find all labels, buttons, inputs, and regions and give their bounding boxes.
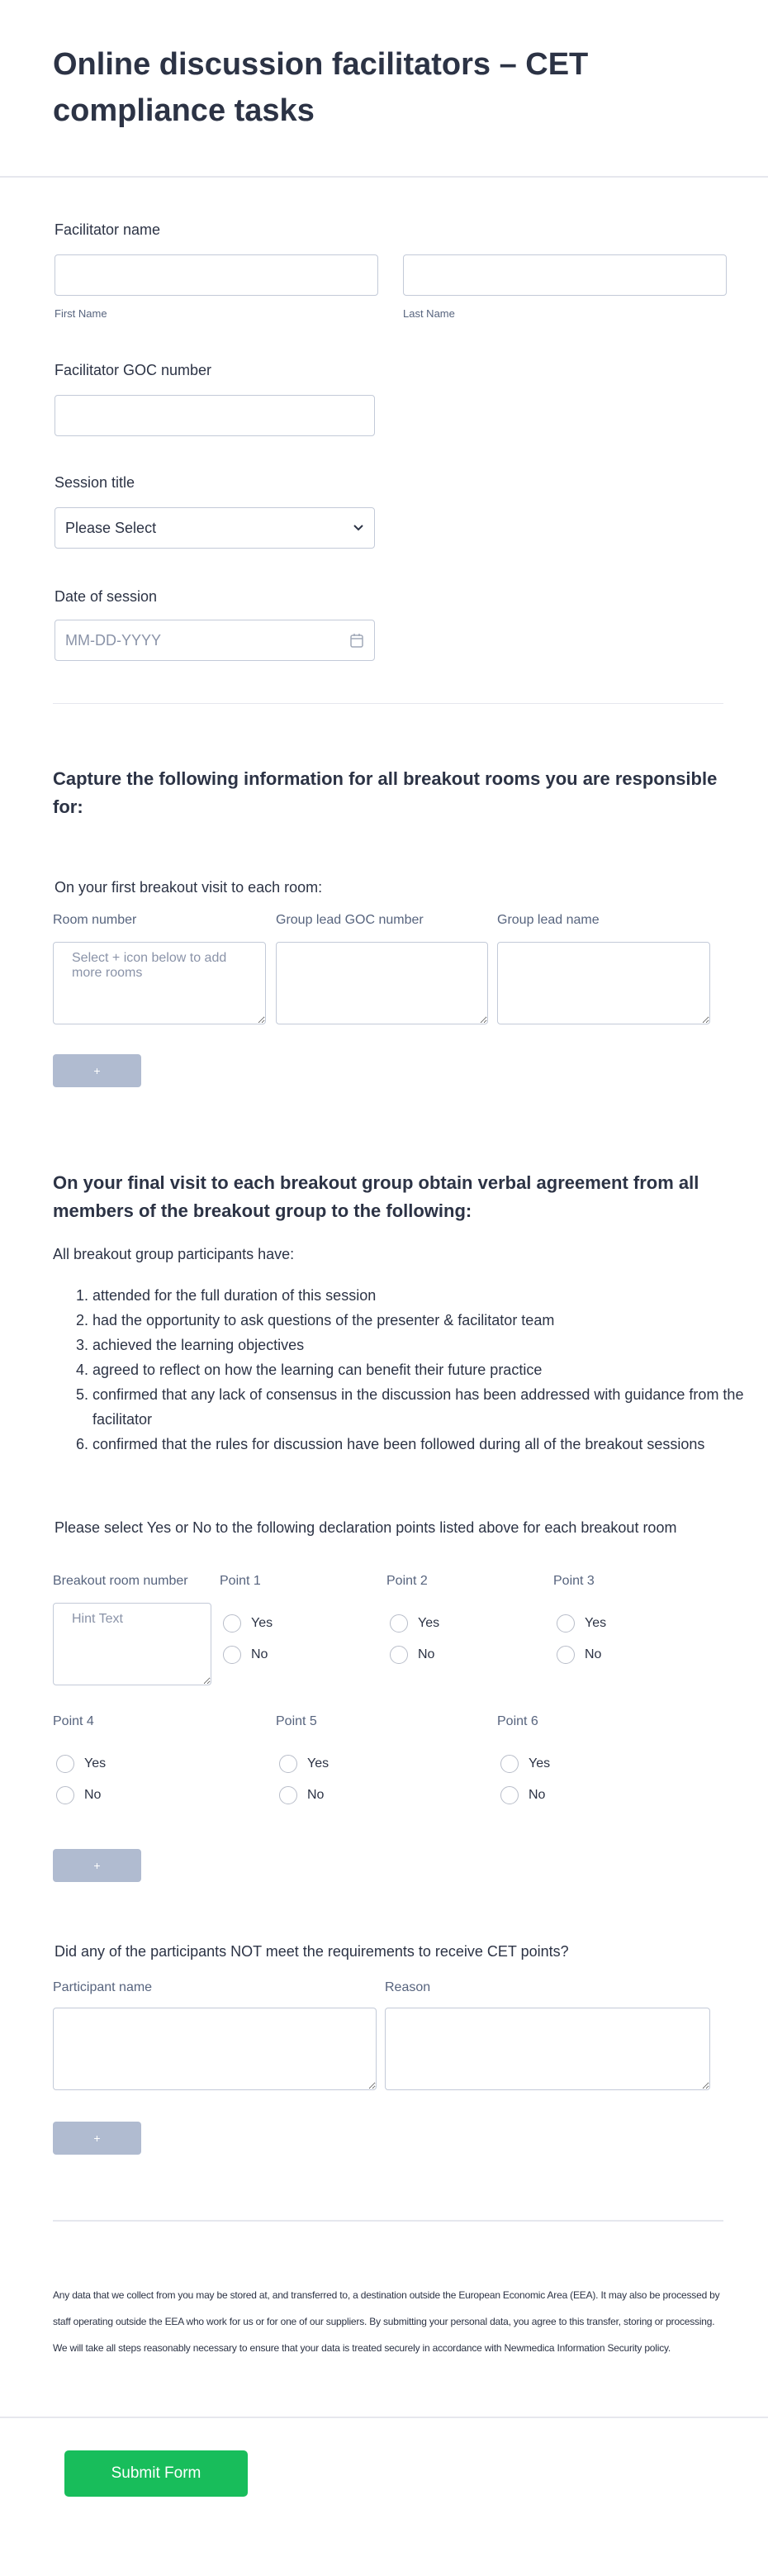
- radio-label: No: [307, 1788, 325, 1802]
- point-6-no-radio[interactable]: [500, 1786, 545, 1804]
- points-list-item: 1. attended for the full duration of this session: [92, 1283, 753, 1308]
- session-title-select[interactable]: [55, 507, 375, 549]
- chevron-down-icon: [353, 524, 364, 532]
- group-lead-goc-textarea[interactable]: [276, 942, 488, 1024]
- radio-circle-icon[interactable]: [390, 1614, 408, 1633]
- radio-circle-icon[interactable]: [557, 1614, 575, 1633]
- radio-label: No: [251, 1647, 268, 1661]
- point-1-group: [220, 1573, 273, 1661]
- column-breakout-room: Breakout room number: [53, 1574, 188, 1588]
- point-label: Point 2: [386, 1574, 428, 1588]
- point-6-yes-radio[interactable]: [500, 1755, 550, 1773]
- point-2-group: [386, 1573, 440, 1661]
- first-visit-label: On your first breakout visit to each room:: [55, 879, 323, 896]
- radio-circle-icon[interactable]: [279, 1786, 297, 1804]
- breakout-room-textarea[interactable]: [53, 1603, 211, 1685]
- point-label: Point 3: [553, 1574, 595, 1588]
- point-5-group: [276, 1713, 329, 1802]
- point-3-no-radio[interactable]: [557, 1646, 601, 1664]
- point-3-group: [553, 1573, 607, 1661]
- page-title: Online discussion facilitators – CET compliance tasks: [53, 47, 589, 128]
- radio-circle-icon[interactable]: [557, 1646, 575, 1664]
- capture-heading: Capture the following information for all breakout rooms you are responsible for:: [53, 768, 718, 817]
- session-title-label: Session title: [55, 474, 135, 491]
- facilitator-name-label: Facilitator name: [55, 221, 161, 238]
- radio-label: No: [418, 1647, 435, 1661]
- radio-label: Yes: [307, 1756, 329, 1770]
- add-participant-button[interactable]: +: [53, 2122, 141, 2155]
- points-list-item: 4. agreed to reflect on how the learning can benefit their future practice: [92, 1357, 753, 1382]
- point-label: Point 1: [220, 1574, 261, 1588]
- footer-divider: [0, 2417, 768, 2418]
- data-disclaimer: Any data that we collect from you may be stored at, and transferred to, a destination outside the European Economic Area (EEA). It may also be processed by staff operating outside the EEA who work for us or for one of our suppliers. By submitting your personal data, you agree to this transfer, storing or processing. We will take all steps reasonably necessary to ensure that your data is treated securely in accordance with Newmedica Information Security policy.: [53, 2289, 720, 2354]
- radio-circle-icon[interactable]: [279, 1755, 297, 1773]
- radio-circle-icon[interactable]: [223, 1646, 241, 1664]
- point-1-yes-radio[interactable]: [223, 1614, 273, 1633]
- room-number-textarea[interactable]: [53, 942, 266, 1024]
- add-declaration-button[interactable]: +: [53, 1849, 141, 1882]
- date-input[interactable]: [55, 620, 375, 661]
- radio-label: Yes: [585, 1616, 607, 1630]
- group-lead-name-textarea[interactable]: [497, 942, 710, 1024]
- declaration-label: Please select Yes or No to the following declaration points listed above for each breakout room: [55, 1519, 677, 1536]
- point-2-yes-radio[interactable]: [390, 1614, 439, 1633]
- session-title-value: Please Select: [65, 519, 157, 536]
- submit-button[interactable]: Submit Form: [64, 2450, 248, 2497]
- point-label: Point 5: [276, 1714, 317, 1728]
- points-list-item: 2. had the opportunity to ask questions of the presenter & facilitator team: [92, 1308, 753, 1333]
- participants-intro: All breakout group participants have:: [53, 1246, 295, 1262]
- column-reason: Reason: [385, 1980, 431, 1994]
- date-field: [55, 620, 375, 661]
- point-3-yes-radio[interactable]: [557, 1614, 606, 1633]
- last-name-sublabel: Last Name: [403, 307, 455, 320]
- points-list-item: 3. achieved the learning objectives: [92, 1333, 753, 1357]
- first-name-input[interactable]: [55, 254, 378, 296]
- points-list-item: 6. confirmed that the rules for discussion have been followed during all of the breakout sessions: [92, 1432, 753, 1457]
- section-divider: [53, 2220, 723, 2222]
- radio-label: No: [585, 1647, 602, 1661]
- point-4-group: [53, 1713, 107, 1802]
- radio-circle-icon[interactable]: [500, 1755, 519, 1773]
- column-group-lead-name: Group lead name: [497, 913, 600, 927]
- point-label: Point 6: [497, 1714, 538, 1728]
- calendar-icon[interactable]: [350, 633, 363, 648]
- first-name-sublabel: First Name: [55, 307, 107, 320]
- point-5-yes-radio[interactable]: [279, 1755, 329, 1773]
- point-6-group: [497, 1713, 551, 1802]
- header-divider: [0, 176, 768, 178]
- point-1-no-radio[interactable]: [223, 1646, 268, 1664]
- radio-label: No: [84, 1788, 102, 1802]
- radio-circle-icon[interactable]: [223, 1614, 241, 1633]
- not-met-label: Did any of the participants NOT meet the requirements to receive CET points?: [55, 1943, 569, 1960]
- column-participant-name: Participant name: [53, 1980, 153, 1994]
- point-label: Point 4: [53, 1714, 94, 1728]
- goc-input[interactable]: [55, 395, 375, 436]
- point-2-no-radio[interactable]: [390, 1646, 434, 1664]
- final-visit-heading: On your final visit to each breakout group obtain verbal agreement from all members of the breakout group to the following:: [53, 1172, 699, 1221]
- participant-name-textarea[interactable]: [53, 2008, 377, 2090]
- last-name-input[interactable]: [403, 254, 727, 296]
- radio-label: Yes: [251, 1616, 273, 1630]
- radio-circle-icon[interactable]: [500, 1786, 519, 1804]
- radio-circle-icon[interactable]: [56, 1755, 74, 1773]
- radio-label: Yes: [418, 1616, 440, 1630]
- point-4-no-radio[interactable]: [56, 1786, 101, 1804]
- section-divider: [53, 703, 723, 704]
- point-4-yes-radio[interactable]: [56, 1755, 106, 1773]
- date-label: Date of session: [55, 588, 158, 605]
- goc-label: Facilitator GOC number: [55, 362, 212, 378]
- radio-circle-icon[interactable]: [390, 1646, 408, 1664]
- add-room-button[interactable]: +: [53, 1054, 141, 1087]
- radio-circle-icon[interactable]: [56, 1786, 74, 1804]
- point-5-no-radio[interactable]: [279, 1786, 324, 1804]
- reason-textarea[interactable]: [385, 2008, 710, 2090]
- points-list-item: 5. confirmed that any lack of consensus in the discussion has been addressed with guidance from the facilitator: [92, 1382, 753, 1432]
- column-group-lead-goc: Group lead GOC number: [276, 913, 424, 927]
- radio-label: Yes: [529, 1756, 551, 1770]
- radio-label: Yes: [84, 1756, 107, 1770]
- column-room-number: Room number: [53, 913, 137, 927]
- points-list: [53, 1283, 753, 1457]
- radio-label: No: [529, 1788, 546, 1802]
